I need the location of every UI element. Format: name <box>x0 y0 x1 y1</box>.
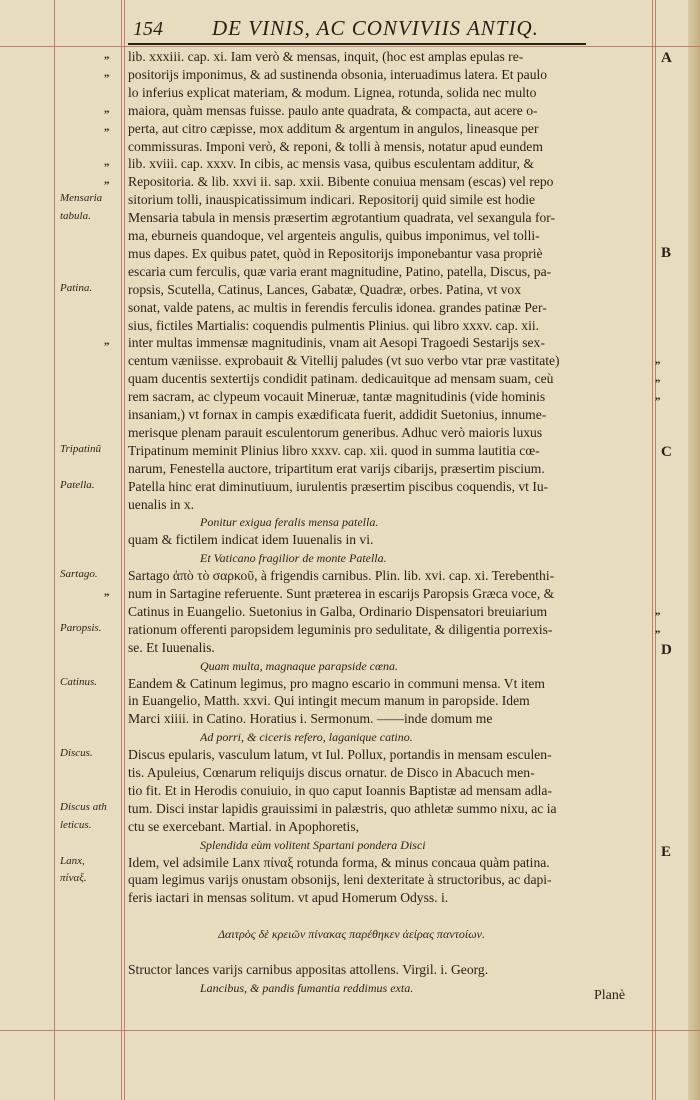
text-line <box>0 603 700 621</box>
line-text: Patella hinc erat diminutiuum, iurulentis præsertim piscibus coquendis, vt Iu- <box>128 478 549 494</box>
section-letter: E <box>661 844 672 860</box>
line-text: Structor lances varijs carnibus appositas attollens. Virgil. i. Georg. <box>128 961 489 977</box>
verse-quote: Et Vaticano fragilior de monte Patella. <box>200 551 387 566</box>
line-text: Discus epularis, vasculum latum, vt Iul. Pollux, portandis in mensam esculen- <box>128 747 552 763</box>
marginal-note: leticus. <box>60 818 92 831</box>
text-line <box>0 299 700 317</box>
quote-mark: „ <box>104 102 110 115</box>
marginal-note: Discus. <box>60 747 93 760</box>
top-rule <box>0 46 700 47</box>
text-line <box>0 818 700 836</box>
quote-mark: „ <box>655 622 661 635</box>
marginal-note: Discus ath <box>60 800 107 813</box>
text-line <box>0 66 700 84</box>
text-line <box>0 567 700 585</box>
verse-quote: Ponitur exigua feralis mensa patella. <box>200 515 379 530</box>
line-text: ropsis, Scutella, Catinus, Lances, Gabatæ, Quadræ, orbes. Patina, vt vox <box>128 281 522 297</box>
text-line <box>0 245 700 263</box>
quote-mark: „ <box>104 49 110 61</box>
text-line <box>0 406 700 424</box>
text-line <box>0 621 700 639</box>
line-text: Eandem & Catinum legimus, pro magno escario in communi mensa. Vt item <box>128 675 545 691</box>
marginal-note: Mensaria <box>60 192 103 205</box>
text-line <box>0 388 700 406</box>
text-line <box>0 48 700 66</box>
text-line <box>0 442 700 460</box>
text-line <box>0 460 700 478</box>
text-line <box>0 352 700 370</box>
header-rule <box>128 43 586 45</box>
marginal-note: πίναξ. <box>60 872 87 885</box>
line-text: perta, aut citro cæpisse, mox additum & argentum in angulos, lineasque per <box>128 120 539 136</box>
text-line <box>0 925 700 943</box>
line-text: in Euangelio, Matth. xxvi. Qui intingit mecum manum in paropside. Idem <box>128 693 530 709</box>
greek-quote: Δαιτρὸς δὲ κρειῶν πίνακας παρέθηκεν ἀείρας παντοίων. <box>218 927 485 942</box>
text-line <box>0 836 700 854</box>
line-text: Mensaria tabula in mensis præsertim ægrotantium quadrata, vel sexangula for- <box>128 210 556 226</box>
line-text: ctu se exercebant. Martial. in Apophoretis, <box>128 818 360 834</box>
verse-quote: Lancibus, & pandis fumantia reddimus exta. <box>200 980 414 995</box>
marginal-note: Patella. <box>60 478 95 491</box>
section-letter: B <box>661 245 672 261</box>
line-text: quam & fictilem indicat idem Iuuenalis in vi. <box>128 532 374 548</box>
line-text: ma, eburneis quandoque, vel argenteis angulis, quibus imponimus, vel tolli- <box>128 228 540 243</box>
line-text: inter multas immensæ magnitudinis, vnam ait Aesopi Tragoedi Sestarijs sex- <box>128 335 545 351</box>
verse-quote: Quam multa, magnaque parapside cœna. <box>200 658 398 673</box>
text-line <box>0 317 700 335</box>
text-line <box>0 155 700 173</box>
text-line <box>0 84 700 102</box>
text-line <box>0 496 700 514</box>
text-line <box>0 334 700 352</box>
page-number: 154 <box>133 18 163 40</box>
text-line <box>0 173 700 191</box>
section-letter: D <box>661 642 672 658</box>
line-text: sonat, valde patens, ac multis in ferendis ferculis idonea. grandes patinæ Per- <box>128 299 547 315</box>
line-text: lib. xxxiii. cap. xi. Iam verò & mensas, inquit, (hoc est amplas epulas re- <box>128 49 524 64</box>
text-line <box>0 710 700 728</box>
text-line <box>0 800 700 818</box>
text-line <box>0 764 700 782</box>
line-text: maiora, quàm mensas fuisse. paulo ante quadrata, & compacta, aut acere o- <box>128 102 538 118</box>
line-text: Marci xiiii. in Catino. Horatius i. Sermonum. ——inde domum me <box>128 711 493 727</box>
text-line <box>0 943 700 961</box>
text-line <box>0 854 700 872</box>
text-line <box>0 585 700 603</box>
quote-mark: „ <box>104 174 110 187</box>
section-letter: A <box>661 50 672 66</box>
line-text: tis. Apuleius, Cœnarum reliquijs discus ornatur. de Disco in Abacuch men- <box>128 765 535 780</box>
verse-quote: Splendida eùm volitent Spartani pondera Disci <box>200 837 426 852</box>
text-line <box>0 102 700 120</box>
text-line <box>0 478 700 496</box>
section-letter: C <box>661 444 672 460</box>
text-line <box>0 370 700 388</box>
text-line <box>0 746 700 764</box>
line-text: sitorium tolli, inauspicatissimum indicari. Repositorij quid simile est hodie <box>128 192 536 208</box>
text-line <box>0 281 700 299</box>
quote-mark: „ <box>104 156 110 169</box>
line-text: uenalis in x. <box>128 496 195 512</box>
text-line <box>0 692 700 710</box>
line-text: rem sacram, ac clypeum vocauit Mineruæ, tantæ magnitudinis (vide hominis <box>128 389 546 405</box>
text-line <box>0 871 700 889</box>
text-line <box>0 549 700 567</box>
marginal-note: Paropsis. <box>60 621 102 634</box>
line-text: Tripatinum meminit Plinius libro xxxv. cap. xii. quod in summa lautitia cœ- <box>128 442 540 458</box>
text-line <box>0 209 700 227</box>
text-line <box>0 424 700 442</box>
bottom-rule <box>0 1030 700 1031</box>
text-line <box>0 263 700 281</box>
text-line <box>0 889 700 907</box>
marginal-note: Sartago. <box>60 568 98 581</box>
quote-mark: „ <box>104 120 110 133</box>
line-text: num in Sartagine referuente. Sunt præterea in escarijs Paropsis Græca voce, & <box>128 586 555 601</box>
quote-mark: „ <box>655 372 661 385</box>
text-line <box>0 227 700 245</box>
line-text: quam ducentis sextertijs condidit patinam. dedicauitque ad mensam suam, ceù <box>128 371 554 387</box>
text-line <box>0 728 700 746</box>
text-line <box>0 531 700 549</box>
verse-quote: Ad porri, & ciceris refero, laganique catino. <box>200 730 413 745</box>
text-line <box>0 513 700 531</box>
marginal-note: tabula. <box>60 210 91 223</box>
catchword: Planè <box>594 988 626 1003</box>
marginal-note: Lanx, <box>60 854 85 867</box>
line-text: feris iactari in mensas solitum. vt apud Homerum Odyss. i. <box>128 890 449 906</box>
line-text: rationum offerenti paropsidem leguminis pro sedulitate, & diligentia porrexis- <box>128 621 553 637</box>
line-text: insaniam,) vt fornax in campis exædificata fuerit, addidit Suetonius, innume- <box>128 407 547 422</box>
text-line <box>0 191 700 209</box>
running-title: DE VINIS, AC CONVIVIIS ANTIQ. <box>212 16 539 40</box>
quote-mark: „ <box>104 335 110 348</box>
text-line <box>0 657 700 675</box>
line-text: escaria cum ferculis, quæ varia erant magnitudine, Patino, patella, Discus, pa- <box>128 263 552 279</box>
line-text: positorijs imponimus, & ad sustinenda obsonia, interuadimus latera. Et paulo <box>128 66 548 82</box>
line-text: Catinus in Euangelio. Suetonius in Galba, Ordinario Dispensatori breuiarium <box>128 603 548 619</box>
quote-mark: „ <box>104 586 110 598</box>
line-text: mus dapes. Ex quibus patet, quòd in Repositorijs imponebantur vasa propriè <box>128 245 543 261</box>
line-text: sius, fictiles Martialis: coquendis pulmentis Plinius. qui libro xxxv. cap. xii. <box>128 317 540 333</box>
line-text: lib. xviii. cap. xxxv. In cibis, ac mensis vasa, quibus esculentam additur, & <box>128 156 534 172</box>
line-text: Repositoria. & lib. xxvi ii. sap. xxii. Bibente conuiua mensam (escas) vel repo <box>128 174 554 190</box>
line-text: se. Et Iuuenalis. <box>128 639 215 655</box>
line-text: lo inferius explicat materiam, & modum. Lignea, rotunda, solida nec multo <box>128 84 537 100</box>
marginal-note: Catinus. <box>60 675 97 688</box>
marginal-note: Patina. <box>60 281 93 294</box>
line-text: quam legimus varijs onustam obsonijs, leni dexteritate à structoribus, ac dapi- <box>128 872 552 888</box>
line-text: tio fit. Et in Herodis conuiuio, in quo caput Ioannis Baptistæ ad mensam adla- <box>128 782 552 798</box>
line-text: narum, Fenestella auctore, tripartitum erat varijs cibarijs, præsertim piscium. <box>128 460 545 476</box>
quote-mark: „ <box>655 390 661 403</box>
line-text: Sartago ἀπὸ τὸ σαρκοῦ, à frigendis carnibus. Plin. lib. xvi. cap. xi. Terebenthi- <box>128 568 555 584</box>
text-line <box>0 138 700 156</box>
marginal-note: Tripatinũ <box>60 442 101 455</box>
line-text: Idem, vel adsimile Lanx πίναξ rotunda forma, & minus concaua quàm patina. <box>128 854 550 870</box>
quote-mark: „ <box>655 354 661 367</box>
line-text: merisque plenam parauit esculentorum generibus. Adhuc verò maioris luxus <box>128 424 543 440</box>
text-line <box>0 120 700 138</box>
quote-mark: „ <box>104 66 110 79</box>
text-line <box>0 639 700 657</box>
quote-mark: „ <box>655 604 661 617</box>
text-line <box>0 675 700 693</box>
line-text: commissuras. Imponi verò, & reponi, & tolli à mensis, notatur apud eundem <box>128 138 543 154</box>
text-line <box>0 782 700 800</box>
line-text: tum. Disci instar lapidis grauissimi in palæstris, quo athletæ summo nixu, ac ia <box>128 800 557 816</box>
line-text: centum væniisse. exprobauit & Vitellij paludes (vt suo verbo vtar præ vastitate) <box>128 353 560 369</box>
text-line <box>0 907 700 925</box>
text-line <box>0 961 700 979</box>
page-header <box>0 14 700 42</box>
